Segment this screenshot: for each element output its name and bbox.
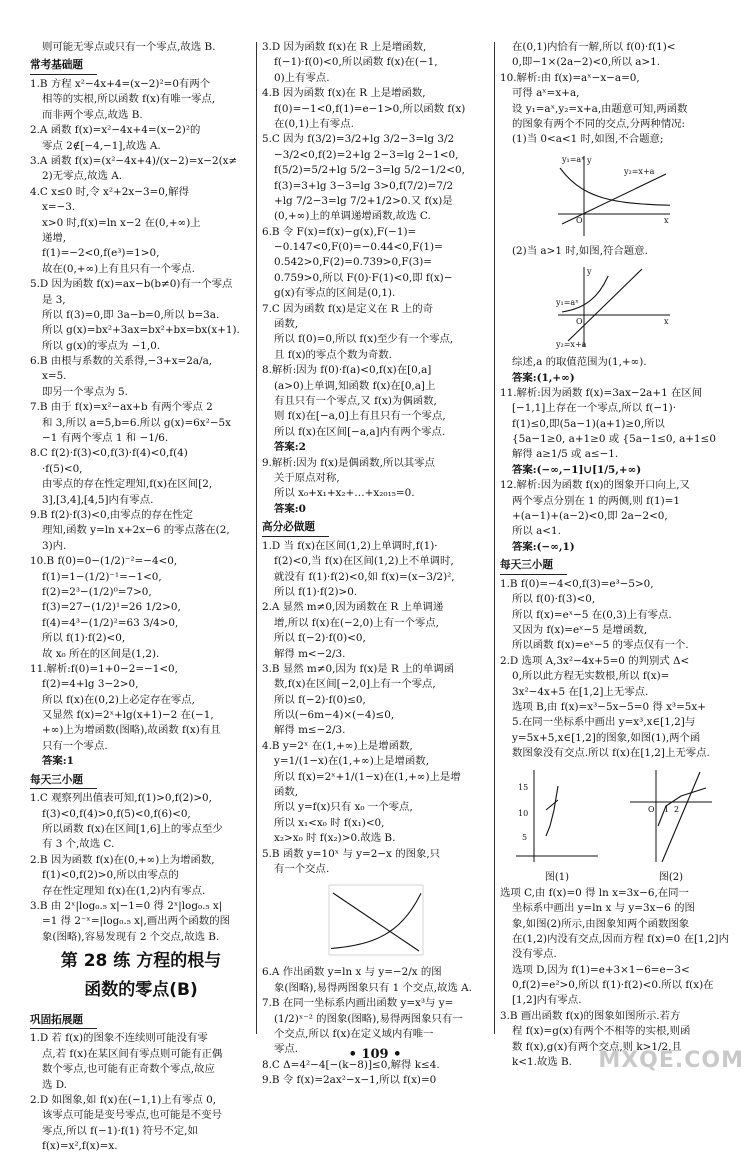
text-line: 8.解析:因为 f(0)·f(a)<0,f(x)在[0,a]	[262, 364, 432, 377]
text-line: 11.解析:因为函数 f(x)=3ax−2a+1 在区间	[500, 386, 703, 399]
column-1	[30, 40, 252, 1153]
text-line: 在(0,1)内恰有一解,所以 f(0)·f(1)<	[512, 41, 676, 53]
text-line: 象(图略),易得两图象只有 1 个交点,故选 A.	[274, 981, 472, 994]
text-line: +∞)上为增函数(图略),故函数 f(x)有且	[42, 724, 221, 737]
graph-svg	[512, 766, 602, 866]
graph-svg	[626, 766, 716, 866]
answer-line: 答案:(−∞,1)	[512, 540, 575, 553]
answer-line: 答案:0	[274, 502, 306, 515]
text-line: 所以 f(−2)·f(0)<0,	[274, 632, 366, 645]
figure-pair	[500, 766, 728, 886]
origin-label: O	[576, 317, 583, 327]
y1-label: y₁=aˣ	[562, 154, 585, 164]
text-line: 个交点,所以 f(x)在定义域内有唯一	[274, 1027, 434, 1040]
text-line: 1.C 观察列出值表可知,f(1)>0,f(2)>0,	[30, 792, 212, 805]
text-line: 而非两个零点,故选 B.	[42, 108, 143, 121]
text-line: 0,所以此方程无实数根,所以 f(x)=	[512, 670, 670, 683]
section-heading-row	[30, 770, 252, 792]
text-line: 2.A 显然 m≠0,因为函数在 R 上单调递	[262, 601, 444, 614]
text-line: f(1)≤0,即(5a−1)(a+1)≥0,所以	[512, 417, 665, 430]
x-label: x	[664, 215, 669, 225]
text-line: 关于原点对称,	[274, 471, 340, 484]
tick-1: 1	[664, 804, 670, 814]
text-line: 4.B 因为函数 f(x)在 R 上是增函数,	[262, 87, 426, 100]
column-divider	[494, 42, 495, 1034]
text-line: 坐标系中画出 y=ln x 与 y=3x−6 的图	[512, 902, 695, 915]
text-line: 是 3,	[42, 293, 66, 306]
figure-case-a-gt-1	[500, 263, 728, 351]
text-line: 5.D 因为函数 f(x)=ax−b(b≠0)有一个零点	[30, 278, 233, 291]
origin-label: O	[576, 215, 583, 225]
text-line: k<1.故选 B.	[512, 1056, 572, 1069]
text-line: 则可能无零点或只有一个零点,故选 B.	[42, 41, 216, 53]
text-line: +(a−1)+(a−2)<0,即 2a−2<0,	[512, 510, 668, 523]
text-line: (2)当 a>1 时,如图,符合题意.	[512, 244, 648, 257]
text-line: 所以 f(x)在区间[−a,a]内有两个零点.	[274, 425, 446, 438]
text-line: f(5/2)=5/2+lg 5/2−3=lg 5/2−1/2<0,	[274, 164, 465, 177]
text-line: 9.B 令 f(x)=2ax²−x−1,所以 f(x)=0	[262, 1074, 437, 1087]
text-line: x>0 时,f(x)=ln x−2 在(0,+∞)上	[42, 216, 201, 229]
tick-15: 15	[518, 782, 529, 792]
linear-curve	[546, 800, 558, 810]
text-line: 3x²−4x+5 在[1,2]上无零点.	[512, 685, 649, 698]
text-line: f(2)=4+lg 3−2>0,	[42, 678, 139, 691]
text-line: 2.D 选项 A,3x²−4x+5=0 的判别式 Δ<	[500, 654, 690, 667]
text-line: 综述,a 的取值范围为(1,+∞).	[512, 356, 647, 369]
text-line: 又显然 f(x)=2ˣ+lg(x+1)−2 在(−1,	[42, 709, 214, 722]
text-line: 故 x₀ 所在的区间是(1,2).	[42, 647, 160, 660]
answer-line: 答案:(1,+∞)	[512, 371, 575, 384]
text-line: 该零点可能是变号零点,也可能是不变号	[42, 1109, 222, 1122]
text-line: 选项 B,由 f(x)=x³−5x−5=0 得 x³=5x+	[512, 701, 706, 713]
text-line: 1.B 方程 x²−4x+4=(x−2)²=0有两个	[30, 78, 211, 91]
text-line: 6.B 由根与系数的关系得,−3+x=2a/a,	[30, 355, 213, 368]
text-line: f(−1)·f(0)<0,所以函数 f(x)在(−1,	[274, 56, 438, 69]
text-line: 3.B 显然 m≠0,因为 f(x)是 R 上的单调函	[262, 662, 455, 675]
text-line: 函数,	[274, 318, 299, 331]
text-line: x₂>x₀ 时 f(x₂)>0.故选 B.	[274, 832, 396, 845]
text-line: +lg 7/2−3=lg 7/2+1/2>0.又 f(x)是	[274, 194, 453, 207]
text-line: 理知,函数 y=ln x+2x−6 的零点落在(2,	[42, 524, 230, 537]
text-line: 5.B 函数 y=10ˣ 与 y=2−x 的图象,只	[262, 847, 441, 860]
y2-label: y₂=x+a	[556, 340, 587, 350]
text-line: 所以 f(0)=0,所以 f(x)至少有一个零点,	[274, 333, 454, 346]
text-line: 则 f(x)在[−a,0]上有且只有一个零点,	[274, 410, 446, 423]
text-line: x=−3.	[42, 201, 76, 214]
text-line: 所以 x₁<x₀ 时 f(x₁)<0,	[274, 816, 385, 829]
answer-line: 答案:(−∞,−1]∪[1/5,+∞)	[512, 463, 642, 476]
text-line: 所以 g(x)=bx²+3ax=bx²+bx=bx(x+1).	[42, 324, 240, 337]
text-line: 递增,	[42, 231, 67, 244]
text-line: 数个零点,也可能有正奇数个零点,故应	[42, 1063, 215, 1076]
text-line: 零点 2∉[−4,−1],故选 A.	[42, 139, 161, 152]
text-line: 所以 f(1)·f(2)<0,	[42, 632, 126, 645]
text-line: 和 3,所以 a=5,b=6.所以 g(x)=6x²−5x	[42, 416, 231, 429]
text-line: 数图象没有交点.所以 f(x)在[1,2]上无零点.	[512, 747, 710, 760]
text-line: f(4)=4³−(1/2)²=63 3/4>0,	[42, 616, 179, 629]
text-line: 2)无零点,故选 A.	[42, 170, 123, 183]
section-heading-row	[30, 55, 252, 77]
text-line: 0)上有零点.	[274, 71, 330, 84]
text-line: {5a−1≥0, a+1≥0 或 {5a−1≤0, a+1≤0	[512, 433, 716, 446]
section-heading-row	[500, 555, 728, 577]
text-line: 点,若 f(x)在某区间有零点则可能有正偶	[42, 1047, 223, 1060]
text-line: 5.C 因为 f(3/2)=3/2+lg 3/2−3=lg 3/2	[262, 133, 455, 146]
text-line: 7.B 在同一坐标系内画出函数 y=x³与 y=	[262, 997, 454, 1010]
text-line: 0.542>0,F(2)=0.739>0,F(3)=	[274, 256, 433, 269]
text-line: 4.C x≤0 时,令 x²+2x−3=0,解得	[30, 185, 189, 198]
text-line: 4.B y=2ˣ 在(1,+∞)上是增函数,	[262, 739, 413, 752]
text-line: 12.解析:因为函数 f(x)的图象开口向上,又	[500, 479, 690, 492]
graph-svg	[554, 152, 674, 240]
text-line: 所以 x₀+x₁+x₂+…+x₂₀₁₅=0.	[274, 487, 415, 500]
line-curve	[333, 893, 419, 951]
text-line: 存在性定理知 f(x)在(1,2)内有零点.	[42, 884, 206, 897]
section-heading: 巩固拓展题	[30, 1013, 97, 1030]
answer-line: 答案:1	[42, 755, 74, 768]
text-line: −3/2<0,f(2)=2+lg 2−3=lg 2−1<0,	[274, 148, 459, 161]
figure-row	[500, 766, 728, 886]
y2-line	[562, 174, 666, 224]
text-line: 1.D 若 f(x)的图象不连续则可能没有零	[30, 1032, 208, 1045]
text-line: 所以函数 f(x)=eˣ−5 的零点仅有一个.	[512, 639, 689, 652]
text-line: 有 3 个,故选 C.	[42, 838, 115, 851]
text-line: 所以 f(x)=2ˣ+1/(1−x)在(1,+∞)上是增	[274, 770, 461, 783]
text-line: 选项 C,由 f(x)=0 得 ln x=3x−6,在同一	[500, 886, 689, 899]
tick-10: 10	[518, 808, 529, 818]
graph-svg	[554, 263, 674, 351]
exp-curve	[331, 894, 421, 949]
figure-caption: 图(1)	[544, 871, 570, 883]
linear-curve	[662, 772, 700, 862]
text-line: 1.D 当 f(x)在区间(1,2)上单调时,f(1)·	[262, 539, 438, 552]
text-line: −0.147<0,F(0)=−0.44<0,F(1)=	[274, 241, 443, 254]
text-line: 6.A 作出函数 y=ln x 与 y=−2/x 的图	[262, 966, 442, 979]
lesson-title: 函数的零点(B)	[84, 980, 198, 1001]
y-label: y	[587, 267, 592, 277]
text-line: f(2)<0,当 f(x)在区间(1,2)上不单调时,	[274, 555, 454, 568]
origin-label: O	[648, 804, 655, 814]
text-line: 3],[3,4],[4,5]内有零点.	[42, 493, 154, 506]
text-line: 只有一个零点.	[42, 739, 108, 752]
section-heading: 常考基础题	[30, 58, 97, 75]
text-line: 2.A 函数 f(x)=x²−4x+4=(x−2)²的	[30, 124, 201, 137]
text-line: 2.B 因为函数 f(x)在(0,+∞)上为增函数,	[30, 853, 215, 866]
text-line: −1 有两个零点 1 和 −1/6.	[42, 432, 169, 445]
text-line: 7.C 因为函数 f(x)是定义在 R 上的奇	[262, 302, 434, 315]
text-line: (1)当 0<a<1 时,如图,不合题意;	[512, 133, 664, 146]
text-line: (1/2)ˣ⁻² 的图象(图略),易得两图象只有一	[274, 1012, 463, 1025]
text-line: 在(1,2)内没有交点,因而方程 f(x)=0 在[1,2]内	[512, 932, 729, 945]
text-line: =1 得 2⁻ˣ=|log₀.₅ x|,画出两个函数的图	[42, 915, 230, 928]
text-line: ·f(5)<0,	[42, 462, 83, 475]
text-line: 故在(0,+∞)上有且只有一个零点.	[42, 262, 195, 275]
text-line: 相等的实根,所以函数 f(x)有唯一零点,	[42, 93, 216, 106]
text-line: 所以(−6m−4)×(−4)≤0,	[274, 709, 395, 722]
text-line: 解得 m<−2/3.	[274, 647, 346, 660]
text-line: 3.B 画出函数 f(x)的图象如图所示.若方	[500, 1009, 681, 1022]
text-line: f(1)=−2<0,f(e³)=1>0,	[42, 247, 160, 260]
text-line: 3.A 函数 f(x)=(x²−4x+4)/(x−2)=x−2(x≠	[30, 155, 238, 168]
text-line: 零点,所以 f(−1)·f(1) 符号不定,如	[42, 1124, 198, 1137]
text-line: 选 D.	[42, 1078, 67, 1091]
figure-caption: 图(2)	[658, 871, 684, 883]
text-line: [−1,1]上存在一个零点,所以 f(−1)·	[512, 402, 677, 415]
text-line: (0,+∞)上的单调递增函数,故选 C.	[274, 210, 431, 223]
answer-line: 答案:2	[274, 441, 306, 454]
text-line: 0,f(2)=e²>0,所以 f(1)·f(2)<0.所以 f(x)在	[512, 979, 714, 992]
section-heading: 每天三小题	[500, 558, 567, 575]
text-line: 8.C Δ=4²−4[−(k−8)]≤0,解得 k≤4.	[262, 1058, 440, 1071]
text-line: f(3)<0,f(4)>0,f(5)<0,f(6)<0,	[42, 807, 191, 820]
section-heading-row	[30, 1010, 252, 1032]
figure-panel	[512, 766, 602, 886]
text-line: 有一个交点.	[274, 862, 330, 875]
text-line: y=1/(1−x)在(1,+∞)上是增函数,	[274, 755, 430, 768]
text-line: 7.B 由于 f(x)=x²−ax+b 有两个零点 2	[30, 401, 213, 414]
text-line: f(x)=x²,f(x)=x.	[42, 1140, 118, 1153]
y2-line	[568, 269, 642, 341]
text-line: 3.D 因为函数 f(x)在 R 上是增函数,	[262, 41, 427, 53]
text-line: 2.D 如图象,如 f(x)在(−1,1)上有零点 0,	[30, 1093, 217, 1106]
text-line: 且 f(x)的零点个数为奇数.	[274, 348, 392, 361]
text-line: 解得 m≤−2/3.	[274, 724, 346, 737]
tick-5: 5	[522, 832, 528, 842]
text-line: 两个零点分别在 1 的两侧,则 f(1)=1	[512, 494, 680, 507]
text-line: 解得 a≥1/5 或 a≤−1.	[512, 448, 619, 461]
text-line: [1,2]内有零点.	[512, 994, 582, 1007]
text-line: 数,f(x)在区间[−2,0]上有一个零点,	[274, 678, 436, 691]
text-line: 3.B 由 2ˣ|log₀.₅ x|−1=0 得 2ˣ|log₀.₅ x|	[30, 900, 223, 913]
tick-2: 2	[674, 804, 680, 814]
figure-exp-line	[262, 881, 490, 961]
text-line: 10.B f(0)=0−(1/2)⁻²=−4<0,	[30, 555, 178, 568]
text-line: 的图象有两个不同的交点,分两种情况:	[512, 117, 686, 130]
section-heading-row	[262, 517, 490, 539]
x-label: x	[664, 317, 669, 327]
text-line: f(0)=−1<0,f(1)=e−1>0,所以函数 f(x)	[274, 102, 466, 115]
text-line: 设 y₁=aˣ,y₂=x+a,由题意可知,两函数	[512, 102, 688, 115]
text-line: 3)内.	[42, 539, 67, 552]
text-line: 所以函数 f(x)在区间[1,6]上的零点至少	[42, 823, 223, 836]
text-line: y=5x+5,x∈[1,2]的图象,如图(1),两个函	[512, 731, 701, 744]
figure-case-a-lt-1	[500, 152, 728, 240]
text-line: 1.B f(0)=−4<0,f(3)=e³−5>0,	[500, 577, 654, 590]
text-line: f(2)=2³−(1/2)⁰=7>0,	[42, 585, 152, 598]
text-line: f(1)=1−(1/2)⁻¹=−1<0,	[42, 570, 162, 583]
text-line: 0,即−1×(2a−2)<0,所以 a>1.	[512, 56, 661, 69]
text-line: 程 f(x)=g(x)有两个不相等的实根,则函	[512, 1025, 691, 1038]
text-line: g(x)有零点的区间是(0,1).	[274, 287, 396, 300]
text-line: 所以 g(x)的零点为 −1,0.	[42, 339, 161, 352]
text-line: 函数,	[274, 786, 299, 799]
text-line: 6.B 令 F(x)=f(x)−g(x),F(−1)=	[262, 225, 417, 238]
text-line: 就没有 f(1)·f(2)<0,如 f(x)=(x−3/2)²,	[274, 570, 455, 583]
text-line: f(3)=27−(1/2)¹=26 1/2>0,	[42, 601, 181, 614]
text-line: 没有零点.	[512, 948, 557, 961]
cubic-curve	[546, 786, 558, 836]
text-line: 8.C f(2)·f(3)<0,f(3)·f(4)<0,f(4)	[30, 447, 188, 460]
text-line: 0.759>0,所以 F(0)·F(1)<0,即 f(x)−	[274, 271, 453, 284]
text-line: 5.在同一坐标系中画出 y=x³,x∈[1,2]与	[512, 716, 696, 729]
text-line: 零点.	[274, 1043, 299, 1056]
text-line: 11.解析:f(0)=1+0−2=−1<0,	[30, 662, 178, 675]
text-line: 所以 f(−2)·f(0)≤0,	[274, 693, 366, 706]
y2-label: y₂=x+a	[624, 166, 655, 176]
text-line: 所以 f(0)·f(3)<0,	[512, 593, 596, 606]
text-line: 即另一个零点为 5.	[42, 385, 128, 398]
watermark: MXQE.COM	[598, 1048, 744, 1074]
text-line: (a>0)上单调,知函数 f(x)在[0,a]上	[274, 379, 436, 392]
text-line: x=5.	[42, 370, 67, 383]
text-line: 所以 f(3)=0,即 3a−b=0,所以 b=3a.	[42, 308, 220, 321]
text-line: f(3)=3+lg 3−3=lg 3>0,f(7/2)=7/2	[274, 179, 454, 192]
text-line: 9.B f(2)·f(3)<0,由零点的存在性定	[30, 509, 194, 521]
text-line: 10.解析:由 f(x)=aˣ−x−a=0,	[500, 71, 640, 84]
text-line: 由零点的存在性定理知,f(x)在区间[2,	[42, 478, 213, 491]
y1-label: y₁=aˣ	[556, 298, 579, 308]
text-line: 所以 f(x)在(0,2)上必定存在零点,	[42, 693, 195, 706]
text-line: 在(0,1)上有零点.	[274, 117, 354, 130]
text-line: 有且只有一个零点,又 f(x)为偶函数,	[274, 394, 437, 407]
section-heading: 每天三小题	[30, 773, 97, 790]
text-line: 象,如图(2)所示,由图象知两个函数图象	[512, 917, 690, 930]
text-line: 又因为 f(x)=eˣ−5 是增函数,	[512, 624, 648, 637]
figure-panel	[626, 766, 716, 886]
text-line: 增,所以 f(x)在(−2,0)上有一个零点,	[274, 616, 439, 629]
text-line: 所以 a<1.	[512, 525, 561, 538]
text-line: 所以 y=f(x)只有 x₀ 一个零点,	[274, 801, 413, 814]
text-line: f(1)<0,f(2)>0,所以由零点的	[42, 869, 179, 882]
column-divider	[256, 42, 257, 1034]
y-label: y	[587, 155, 592, 165]
text-line: 数 f(x),g(x)有两个交点,则 k>1/2,且	[512, 1040, 682, 1053]
text-line: 9.解析:因为 f(x)是偶函数,所以其零点	[262, 456, 435, 469]
text-line: 象(图略),容易发现有 2 个交点,故选 B.	[42, 930, 220, 943]
text-line: 所以 f(1)·f(2)>0.	[274, 585, 358, 598]
section-heading: 高分必做题	[262, 520, 329, 537]
graph-svg	[321, 881, 431, 961]
text-line: 可得 aˣ=x+a,	[512, 87, 580, 100]
text-line: 选项 D,因为 f(1)=e+3×1−6=e−3<	[512, 963, 690, 976]
lesson-title: 第 28 练 方程的根与	[60, 951, 222, 972]
page-number: • 109 •	[348, 1046, 402, 1062]
text-line: 所以 f(x)=eˣ−5 在(0,3)上有零点.	[512, 608, 672, 621]
